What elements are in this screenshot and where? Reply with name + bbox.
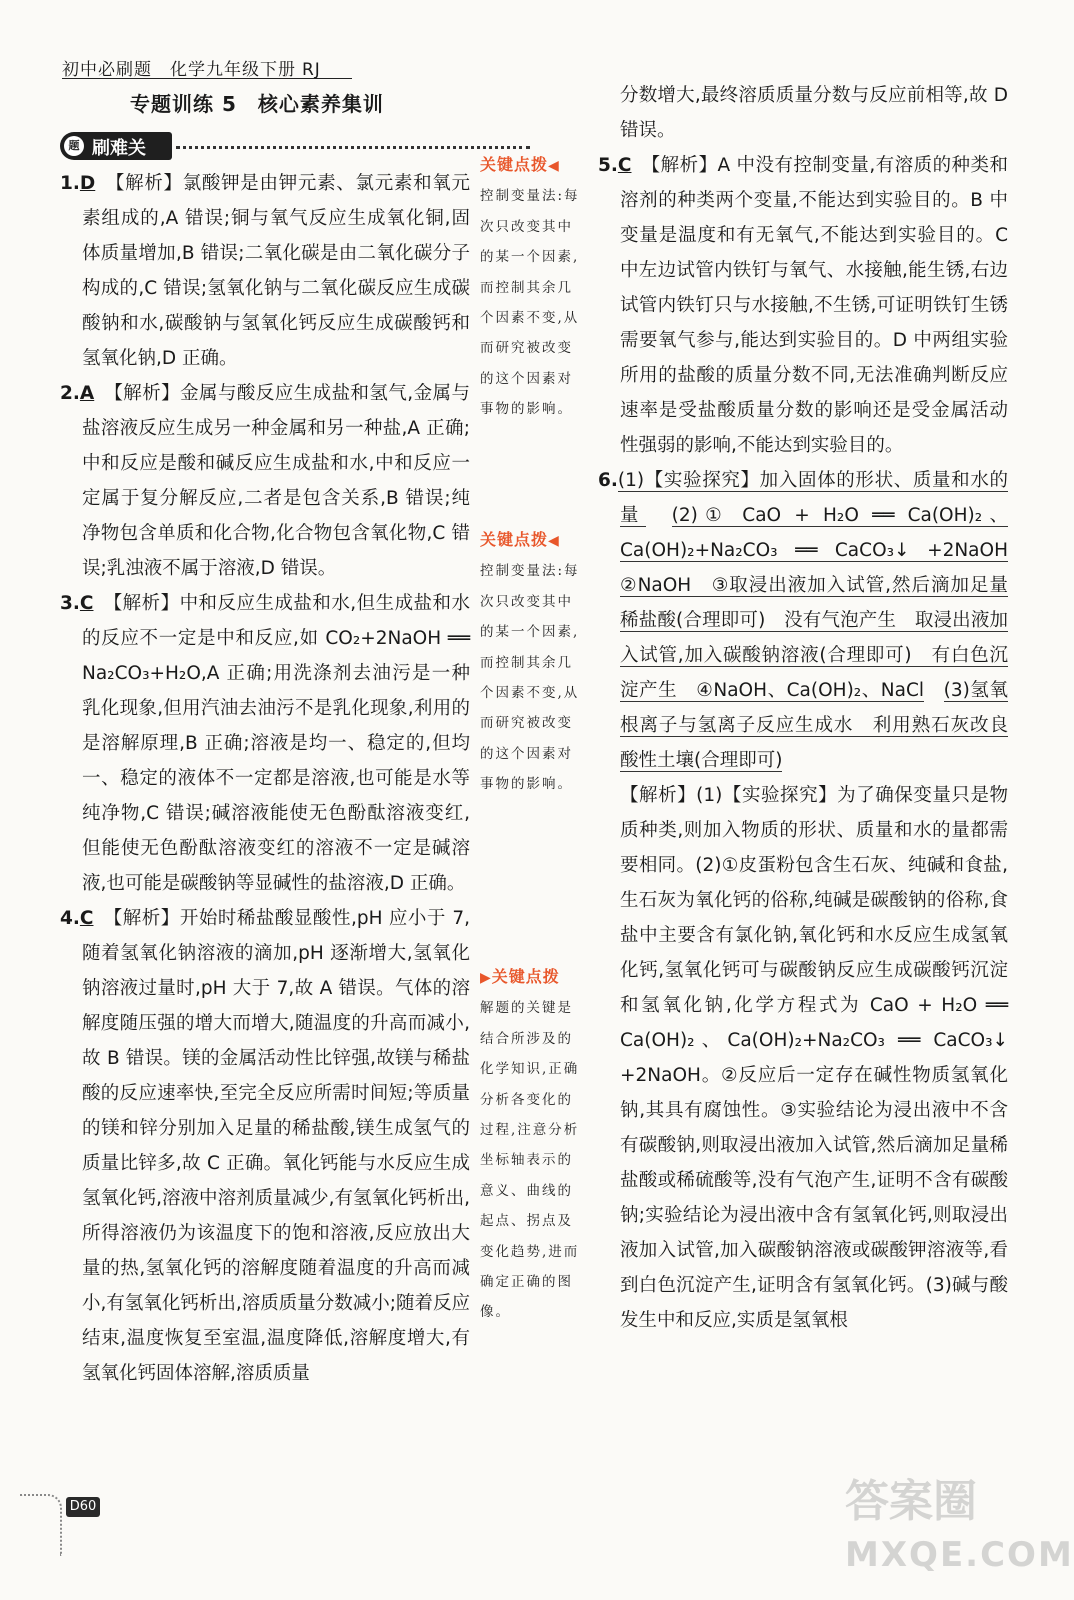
answer-1: 1.D 【解析】氯酸钾是由钾元素、氯元素和氧元素组成的,A 错误;铜与氧气反应生成氧化铜,固体质量增加,B 错误;二氧化碳是由二氧化碳分子构成的,C 错误;氢氧化钠与二氧化碳反应生成碳酸钠和水,碳酸钠与氢氧化钙反应生成碳酸钙和氢氧化钠,D 正确。 bbox=[60, 173, 470, 369]
tip-6: 关键点拨◀ 控制变量法:每次只改变其中的某一个因素,而控制其余几个因素不变,从而研究被改变的这个因素对事物的影响。 bbox=[480, 530, 580, 793]
answer-4-continued: 分数增大,最终溶质质量分数与反应前相等,故 D 错误。 bbox=[620, 85, 1008, 141]
answer-6-explanation: 【解析】(1)【实验探究】为了确保变量只是物质种类,则加入物质的形状、质量和水的量都需要相同。(2)①皮蛋粉包含生石灰、纯碱和食盐,生石灰为氧化钙的俗称,纯碱是碳酸钠的俗称,食盐中主要含有氯化钠,氧化钙和水反应生成氢氧化钙,氢氧化钙可与碳酸钠反应生成碳酸钙沉淀和氢氧化钠,化学方程式为 CaO + H₂O ══ Ca(OH)₂、Ca(OH)₂+Na₂CO₃ ══ CaCO₃↓ +2NaOH。②反应后一定存在碱性物质氢氧化钠,其具有腐蚀性。③实验结论为浸出液中不含有碳酸钠,则取浸出液加入试管,然后滴加足量稀盐酸或稀硫酸等,没有气泡产生,证明不含有碳酸钠;实验结论为浸出液中含有氢氧化钙,则取浸出液加入试管,加入碳酸钠溶液或碳酸钾溶液等,看到白色沉淀产生,证明含有氢氧化钙。(3)碱与酸发生中和反应,实质是氢氧根 bbox=[620, 785, 1008, 1331]
tip-4: ▶关键点拨 解题的关键是结合所涉及的化学知识,正确分析各变化的过程,注意分析坐标轴表示的意义、曲线的起点、拐点及变化趋势,进而确定正确的图像。 bbox=[480, 967, 580, 1321]
section-badge bbox=[60, 132, 172, 160]
answer-3: 3.C 【解析】中和反应生成盐和水,但生成盐和水的反应不一定是中和反应,如 CO₂+2NaOH ══ Na₂CO₃+H₂O,A 正确;用洗涤剂去油污是一种乳化现象,但用汽油去油污不是乳化现象,利用的是溶解原理,B 正确;溶液是均一、稳定的,但均一、稳定的液体不一定都是溶液,也可能是水等纯净物,C 错误;碱溶液能使无色酚酞溶液变红,但能使无色酚酞溶液变红的溶液不一定是碱溶液,也可能是碳酸钠等显碱性的盐溶液,D 正确。 bbox=[60, 593, 470, 894]
header-rule bbox=[62, 78, 352, 79]
dotted-divider bbox=[176, 146, 530, 149]
edition-label: RJ bbox=[302, 60, 321, 80]
section-label: 刷难关 bbox=[92, 138, 146, 159]
answer-6: 6.(1)【实验探究】加入固体的形状、质量和水的量 (2)① CaO + H₂O ══ Ca(OH)₂、Ca(OH)₂+Na₂CO₃ ══ CaCO₃↓ +2NaOH ②NaOH ③取浸出液加入试管,然后滴加足量稀盐酸(合理即可) 没有气泡产生 取浸出液加入试管,加入碳酸钠溶液(合理即可) 有白色沉淀产生 ④NaOH、Ca(OH)₂、NaCl (3)氢氧根离子与氢离子反应生成水 利用熟石灰改良酸性土壤(合理即可) bbox=[598, 470, 1008, 771]
right-column bbox=[598, 78, 1008, 1338]
watermark: 答案圈 MXQE.COM bbox=[845, 1476, 1074, 1575]
answer-2: 2.A 【解析】金属与酸反应生成盐和氢气,金属与盐溶液反应生成另一种金属和另一种盐,A 正确;中和反应是酸和碱反应生成盐和水,中和反应一定属于复分解反应,二者是包含关系,B 错误;纯净物包含单质和化合物,化合物包含氧化物,C 错误;乳浊液不属于溶液,D 错误。 bbox=[60, 383, 470, 579]
section-icon: 题 bbox=[64, 136, 84, 156]
arrow-icon: ◀ bbox=[548, 158, 560, 174]
page-number: D60 bbox=[66, 1497, 100, 1517]
section-banner bbox=[60, 132, 470, 162]
answer-4: 4.C 【解析】开始时稀盐酸显酸性,pH 应小于 7,随着氢氧化钠溶液的滴加,pH 逐渐增大,氢氧化钠溶液过量时,pH 大于 7,故 A 错误。气体的溶解度随压强的增大而增大,随温度的升高而减小,故 B 错误。镁的金属活动性比锌强,故镁与稀盐酸的反应速率快,至完全反应所需时间短;等质量的镁和锌分别加入足量的稀盐酸,镁生成氢气的质量比锌多,故 C 正确。氧化钙能与水反应生成氢氧化钙,溶液中溶剂质量减少,有氢氧化钙析出,所得溶液仍为该温度下的饱和溶液,反应放出大量的热,氢氧化钙的溶解度随着温度的升高而减小,有氢氧化钙析出,溶质质量分数减小;随着反应结束,温度恢复至室温,温度降低,溶解度增大,有氢氧化钙固体溶解,溶质质量 bbox=[60, 908, 470, 1384]
book-header: 初中必刷题 化学九年级下册 RJ bbox=[62, 60, 321, 80]
footer-decoration bbox=[20, 1494, 62, 1556]
page-title: 专题训练 5 核心素养集训 bbox=[130, 92, 384, 116]
left-column bbox=[60, 166, 470, 1391]
tip-5: 关键点拨◀ 控制变量法:每次只改变其中的某一个因素,而控制其余几个因素不变,从而研究被改变的这个因素对事物的影响。 bbox=[480, 155, 580, 418]
answer-5: 5.C 【解析】A 中没有控制变量,有溶质的种类和溶剂的种类两个变量,不能达到实验目的。B 中变量是温度和有无氧气,不能达到实验目的。C 中左边试管内铁钉与氧气、水接触,能生锈,右边试管内铁钉只与水接触,不生锈,可证明铁钉生锈需要氧气参与,能达到实验目的。D 中两组实验所用的盐酸的质量分数不同,无法准确判断反应速率是受盐酸质量分数的影响还是受金属活动性强弱的影响,不能达到实验目的。 bbox=[598, 155, 1008, 456]
arrow-icon: ◀ bbox=[548, 533, 560, 549]
arrow-icon: ▶ bbox=[480, 970, 492, 986]
